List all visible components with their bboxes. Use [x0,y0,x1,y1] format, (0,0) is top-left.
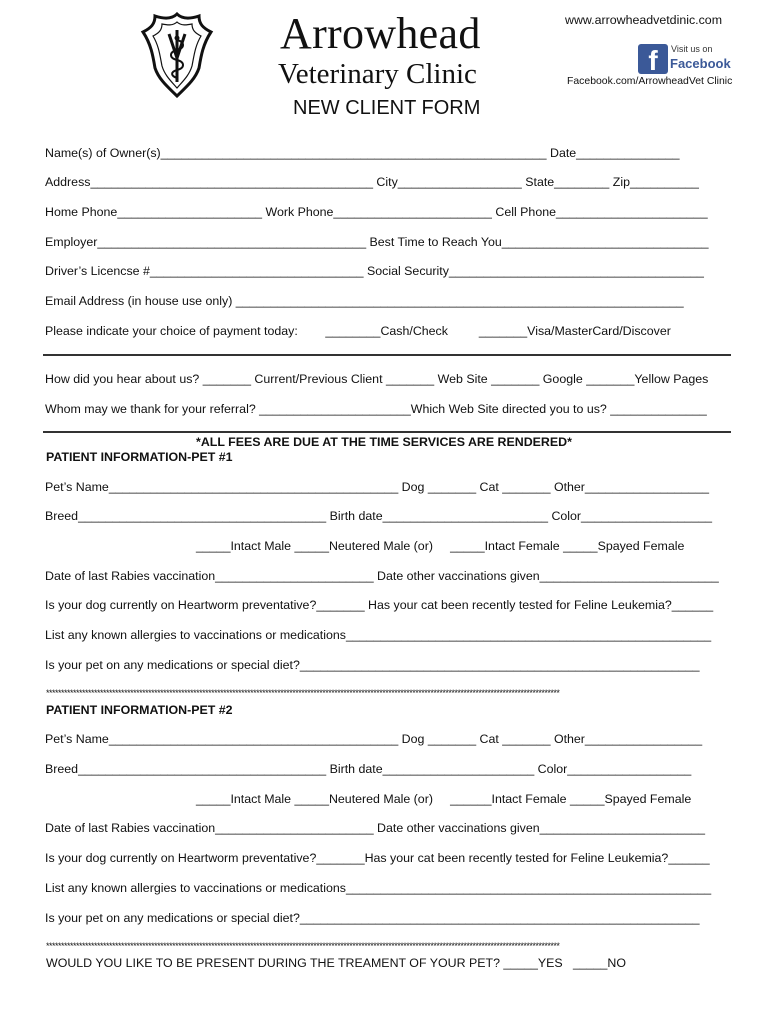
license-line[interactable]: Driver’s Licencse #_______________________________ Social Security_____________________________________ [45,264,704,278]
clinic-name-line1: Arrowhead [280,9,481,58]
phone-line[interactable]: Home Phone_____________________ Work Phone_______________________ Cell Phone______________________ [45,205,708,219]
clinic-name-line2: Veterinary Clinic [278,58,477,90]
pet1-rabies-line[interactable]: Date of last Rabies vaccination_______________________ Date other vaccinations given__________________________ [45,569,719,583]
present-during-treatment-line[interactable]: WOULD YOU LIKE TO BE PRESENT DURING THE TREAMENT OF YOUR PET? _____YES _____NO [46,956,627,970]
pet2-name-line[interactable]: Pet’s Name__________________________________________ Dog _______ Cat _______ Other_________________ [45,732,703,746]
facebook-wordmark: Facebook [670,56,731,71]
fees-notice: *ALL FEES ARE DUE AT THE TIME SERVICES ARE RENDERED* [196,435,572,449]
star-separator: *************************************************************************************************************************************************************************** [46,941,560,951]
referral-thanks-line[interactable]: Whom may we thank for your referral? ______________________Which Web Site directed you to us? ______________ [45,402,707,416]
pet1-name-line[interactable]: Pet’s Name__________________________________________ Dog _______ Cat _______ Other__________________ [45,480,709,494]
facebook-visit-text: Visit us on [671,44,713,54]
facebook-url[interactable]: Facebook.com/ArrowheadVet Clinic [567,75,733,87]
pet1-sex-line[interactable]: _____Intact Male _____Neutered Male (or) _____Intact Female _____Spayed Female [196,539,685,553]
website-link[interactable]: www.arrowheadvetdinic.com [565,13,723,27]
pet2-meds-line[interactable]: Is your pet on any medications or special diet?__________________________________________________________ [45,911,700,925]
pet2-rabies-line[interactable]: Date of last Rabies vaccination_______________________ Date other vaccinations given________________________ [45,821,705,835]
section-divider [43,431,731,433]
pet2-heading: PATIENT INFORMATION-PET #2 [46,703,233,717]
pet1-heartworm-line[interactable]: Is your dog currently on Heartworm preventative?_______ Has your cat been recently tested for Feline Leukemia?______ [45,598,714,612]
pet1-allergies-line[interactable]: List any known allergies to vaccinations or medications_____________________________________________________ [45,628,712,642]
pet2-sex-line[interactable]: _____Intact Male _____Neutered Male (or) ______Intact Female _____Spayed Female [196,792,692,806]
referral-source-line[interactable]: How did you hear about us? _______ Current/Previous Client _______ Web Site _______ Google _______Yellow Pages [45,372,709,386]
pet2-allergies-line[interactable]: List any known allergies to vaccinations or medications_____________________________________________________ [45,881,712,895]
owner-name-line[interactable]: Name(s) of Owner(s)________________________________________________________ Date_______________ [45,146,680,160]
pet1-breed-line[interactable]: Breed____________________________________ Birth date________________________ Color___________________ [45,509,712,523]
pet1-heading: PATIENT INFORMATION-PET #1 [46,450,233,464]
arrowhead-caduceus-logo [137,12,217,98]
section-divider [43,354,731,356]
facebook-f-icon: f [638,44,668,74]
star-separator: *************************************************************************************************************************************************************************** [46,688,560,698]
pet2-breed-line[interactable]: Breed____________________________________ Birth date______________________ Color__________________ [45,762,692,776]
employer-line[interactable]: Employer_______________________________________ Best Time to Reach You______________________________ [45,235,709,249]
address-line[interactable]: Address_________________________________________ City__________________ State________ Zip__________ [45,175,699,189]
payment-line[interactable]: Please indicate your choice of payment today: ________Cash/Check _______Visa/MasterCard/Discover [45,324,671,338]
facebook-badge[interactable] [638,42,731,76]
pet2-heartworm-line[interactable]: Is your dog currently on Heartworm preventative?_______Has your cat been recently tested for Feline Leukemia?______ [45,851,710,865]
form-title: NEW CLIENT FORM [293,97,481,119]
pet1-meds-line[interactable]: Is your pet on any medications or special diet?__________________________________________________________ [45,658,700,672]
email-line[interactable]: Email Address (in house use only) _________________________________________________________________ [45,294,684,308]
